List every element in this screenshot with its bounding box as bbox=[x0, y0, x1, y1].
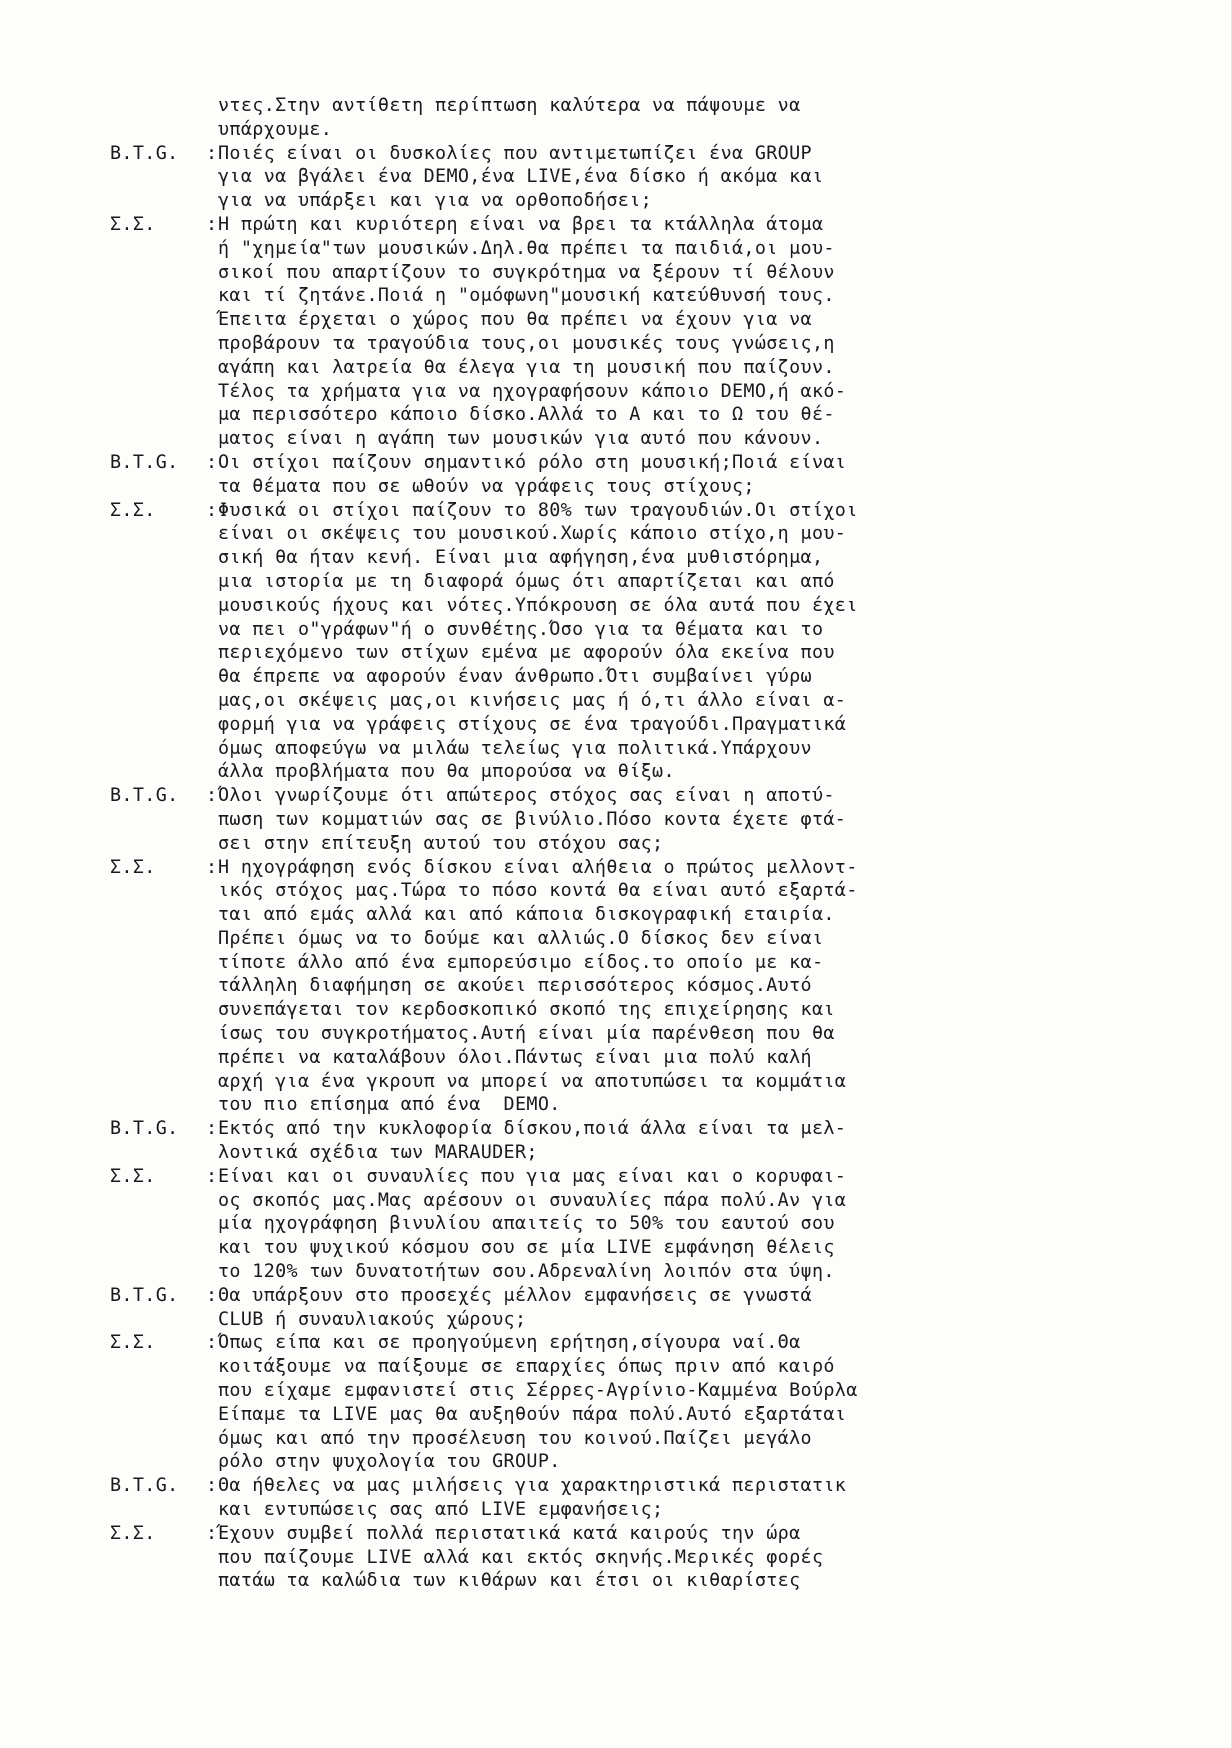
speaker-label: Σ.Σ. bbox=[110, 1522, 156, 1544]
text-line: μας,οι σκέψεις μας,οι κινήσεις μας ή ό,τι άλλο είναι α- bbox=[218, 689, 847, 711]
text-line: μία ηχογράφηση βινυλίου απαιτείς το 50% του εαυτού σου bbox=[218, 1213, 835, 1235]
entry-text bbox=[218, 499, 1098, 785]
text-line: και εντυπώσεις σας από LIVE εμφανήσεις; bbox=[218, 1499, 664, 1521]
speaker-colon: : bbox=[206, 1165, 218, 1187]
text-line: Θα ήθελες να μας μιλήσεις για χαρακτηριστικά περιστατικ bbox=[218, 1475, 847, 1497]
text-line: όμως και από την προσέλευση του κοινού.Παίζει μεγάλο bbox=[218, 1427, 812, 1449]
text-line: ος σκοπός μας.Μας αρέσουν οι συναυλίες πάρα πολύ.Αν για bbox=[218, 1189, 847, 1211]
text-line: για να βγάλει ένα DEMO,ένα LIVE,ένα δίσκο ή ακόμα και bbox=[218, 166, 824, 188]
speaker-colon: : bbox=[206, 1522, 218, 1544]
text-line: σει στην επίτευξη αυτού του στόχου σας; bbox=[218, 832, 664, 854]
text-line: τα θέματα που σε ωθούν να γράφεις τους στίχους; bbox=[218, 475, 755, 497]
text-line: και του ψυχικού κόσμου σου σε μία LIVE εμφάνηση θέλεις bbox=[218, 1237, 835, 1259]
speaker-colon: : bbox=[206, 1284, 218, 1306]
text-line: μουσικούς ήχους και νότες.Υπόκρουση σε όλα αυτά που έχει bbox=[218, 594, 858, 616]
text-line: περιεχόμενο των στίχων εμένα με αφορούν όλα εκείνα που bbox=[218, 642, 835, 664]
entry-text bbox=[218, 856, 1098, 1118]
interview-entry bbox=[110, 1474, 1210, 1522]
text-line: ή "χημεία"των μουσικών.Δηλ.θα πρέπει τα παιδιά,οι μου- bbox=[218, 237, 835, 259]
speaker-colon: : bbox=[206, 142, 218, 164]
text-line: ται από εμάς αλλά και από κάποια δισκογραφική εταιρία. bbox=[218, 904, 835, 926]
text-line: για να υπάρξει και για να ορθοποδήσει; bbox=[218, 190, 653, 212]
text-line: Έχουν συμβεί πολλά περιστατικά κατά καιρούς την ώρα bbox=[218, 1522, 801, 1544]
entry-text bbox=[218, 784, 1098, 855]
text-line: που παίζουμε LIVE αλλά και εκτός σκηνής.Μερικές φορές bbox=[218, 1546, 824, 1568]
text-line: ντες.Στην αντίθετη περίπτωση καλύτερα να πάψουμε να bbox=[218, 95, 801, 116]
text-line: Ποιές είναι οι δυσκολίες που αντιμετωπίζει ένα GROUP bbox=[218, 142, 812, 164]
text-line: Οι στίχοι παίζουν σημαντικό ρόλο στη μουσική;Ποιά είναι bbox=[218, 451, 847, 473]
text-line: μα περισσότερο κάποιο δίσκο.Αλλά το Α και το Ω του θέ- bbox=[218, 404, 835, 426]
interview-entry bbox=[110, 784, 1210, 855]
entry-text bbox=[218, 142, 1098, 213]
speaker-label: Σ.Σ. bbox=[110, 499, 156, 521]
text-line: και τί ζητάνε.Ποιά η "ομόφωνη"μουσική κατεύθυνσή τους. bbox=[218, 285, 835, 307]
text-line: πωση των κομματιών σας σε βινύλιο.Πόσο κοντα έχετε φτά- bbox=[218, 808, 847, 830]
text-line: Εκτός από την κυκλοφορία δίσκου,ποιά άλλα είναι τα μελ- bbox=[218, 1118, 847, 1140]
text-line: Έπειτα έρχεται ο χώρος που θα πρέπει να έχουν για να bbox=[218, 309, 812, 331]
text-line: είναι οι σκέψεις του μουσικού.Χωρίς κάποιο στίχο,η μου- bbox=[218, 523, 847, 545]
text-line: κοιτάξουμε να παίξουμε σε επαρχίες όπως πριν από καιρό bbox=[218, 1356, 835, 1378]
text-line: υπάρχουμε. bbox=[218, 118, 333, 140]
interview-typescript bbox=[110, 94, 1210, 1593]
speaker-label: B.T.G. bbox=[110, 1284, 179, 1306]
text-line: Η ηχογράφηση ενός δίσκου είναι αλήθεια ο πρώτος μελλοντ- bbox=[218, 856, 858, 878]
speaker-colon: : bbox=[206, 451, 218, 473]
text-line: προβάρουν τα τραγούδια τους,οι μουσικές τους γνώσεις,η bbox=[218, 332, 835, 354]
text-line: το 120% των δυνατοτήτων σου.Αδρεναλίνη λοιπόν στα ύψη. bbox=[218, 1261, 835, 1283]
entry-text bbox=[218, 1284, 1098, 1332]
text-line: τίποτε άλλο από ένα εμπορεύσιμο είδος.το οποίο με κα- bbox=[218, 951, 824, 973]
text-line: τάλληλη διαφήμηση σε ακούει περισσότερος κόσμος.Αυτό bbox=[218, 975, 812, 997]
text-line: συνεπάγεται τον κερδοσκοπικό σκοπό της επιχείρησης και bbox=[218, 999, 835, 1021]
speaker-colon: : bbox=[206, 785, 218, 807]
speaker-colon: : bbox=[206, 499, 218, 521]
text-line: Όλοι γνωρίζουμε ότι απώτερος στόχος σας είναι η αποτύ- bbox=[218, 785, 835, 807]
entry-text bbox=[218, 1117, 1098, 1165]
text-line: ικός στόχος μας.Τώρα το πόσο κοντά θα είναι αυτό εξαρτά- bbox=[218, 880, 858, 902]
text-line: ίσως του συγκροτήματος.Αυτή είναι μία παρένθεση που θα bbox=[218, 1023, 835, 1045]
interview-entry bbox=[110, 142, 1210, 213]
speaker-label: B.T.G. bbox=[110, 1118, 179, 1140]
text-line: λοντικά σχέδια των MARAUDER; bbox=[218, 1142, 538, 1164]
text-line: ματος είναι η αγάπη των μουσικών για αυτό που κάνουν. bbox=[218, 428, 824, 450]
interview-entry bbox=[110, 1284, 1210, 1332]
speaker-colon: : bbox=[206, 1332, 218, 1354]
speaker-label: Σ.Σ. bbox=[110, 213, 156, 235]
interview-entry bbox=[110, 213, 1210, 451]
text-line: Είπαμε τα LIVE μας θα αυξηθούν πάρα πολύ.Αυτό εξαρτάται bbox=[218, 1403, 847, 1425]
text-line: μια ιστορία με τη διαφορά όμως ότι απαρτίζεται και από bbox=[218, 570, 835, 592]
text-line: αγάπη και λατρεία θα έλεγα για τη μουσική που παίζουν. bbox=[218, 356, 835, 378]
interview-entry bbox=[110, 856, 1210, 1118]
text-line: που είχαμε εμφανιστεί στις Σέρρες-Αγρίνιο-Καμμένα Βούρλα bbox=[218, 1380, 858, 1402]
entry-text bbox=[218, 1331, 1098, 1474]
speaker-colon: : bbox=[206, 1118, 218, 1140]
text-line: Τέλος τα χρήματα για να ηχογραφήσουν κάποιο DEMO,ή ακό- bbox=[218, 380, 847, 402]
continued-text bbox=[110, 94, 1210, 142]
interview-entry bbox=[110, 499, 1210, 785]
speaker-label: Σ.Σ. bbox=[110, 1332, 156, 1354]
interview-entry bbox=[110, 1522, 1210, 1593]
text-line: σικοί που απαρτίζουν το συγκρότημα να ξέρουν τί θέλουν bbox=[218, 261, 835, 283]
interview-entry bbox=[110, 1331, 1210, 1474]
text-line: αρχή για ένα γκρουπ να μπορεί να αποτυπώσει τα κομμάτια bbox=[218, 1070, 847, 1092]
speaker-label: B.T.G. bbox=[110, 451, 179, 473]
entry-text bbox=[218, 94, 1098, 142]
text-line: CLUB ή συναυλιακούς χώρους; bbox=[218, 1308, 527, 1330]
text-line: Η πρώτη και κυριότερη είναι να βρει τα κτάλληλα άτομα bbox=[218, 213, 824, 235]
text-line: Πρέπει όμως να το δούμε και αλλιώς.Ο δίσκος δεν είναι bbox=[218, 927, 824, 949]
interview-entry bbox=[110, 1117, 1210, 1165]
text-line: σική θα ήταν κενή. Είναι μια αφήγηση,ένα μυθιστόρημα, bbox=[218, 547, 824, 569]
speaker-label: Σ.Σ. bbox=[110, 856, 156, 878]
interview-entry bbox=[110, 1165, 1210, 1284]
entry-text bbox=[218, 1474, 1098, 1522]
speaker-label: B.T.G. bbox=[110, 785, 179, 807]
text-line: Όπως είπα και σε προηγούμενη ερήτηση,σίγουρα ναί.Θα bbox=[218, 1332, 801, 1354]
speaker-colon: : bbox=[206, 856, 218, 878]
speaker-colon: : bbox=[206, 213, 218, 235]
text-line: άλλα προβλήματα που θα μπορούσα να θίξω. bbox=[218, 761, 675, 783]
text-line: όμως αποφεύγω να μιλάω τελείως για πολιτικά.Υπάρχουν bbox=[218, 737, 812, 759]
text-line: θα έπρεπε να αφορούν έναν άνθρωπο.Ότι συμβαίνει γύρω bbox=[218, 666, 812, 688]
speaker-label: B.T.G. bbox=[110, 142, 179, 164]
text-line: να πει ο"γράφων"ή ο συνθέτης.Όσο για τα θέματα και το bbox=[218, 618, 824, 640]
speaker-label: B.T.G. bbox=[110, 1475, 179, 1497]
text-line: φορμή για να γράφεις στίχους σε ένα τραγούδι.Πραγματικά bbox=[218, 713, 847, 735]
entry-text bbox=[218, 1165, 1098, 1284]
text-line: πατάω τα καλώδια των κιθάρων και έτσι οι κιθαρίστες bbox=[218, 1570, 801, 1592]
speaker-colon: : bbox=[206, 1475, 218, 1497]
entry-text bbox=[218, 451, 1098, 499]
text-line: του πιο επίσημα από ένα DEMO. bbox=[218, 1094, 561, 1116]
speaker-label: Σ.Σ. bbox=[110, 1165, 156, 1187]
text-line: Φυσικά οι στίχοι παίζουν το 80% των τραγουδιών.Οι στίχοι bbox=[218, 499, 858, 521]
entry-text bbox=[218, 213, 1098, 451]
interview-entry bbox=[110, 451, 1210, 499]
text-line: Θα υπάρξουν στο προσεχές μέλλον εμφανήσεις σε γνωστά bbox=[218, 1284, 812, 1306]
text-line: πρέπει να καταλάβουν όλοι.Πάντως είναι μια πολύ καλή bbox=[218, 1046, 812, 1068]
text-line: Είναι και οι συναυλίες που για μας είναι και ο κορυφαι- bbox=[218, 1165, 847, 1187]
entry-text bbox=[218, 1522, 1098, 1593]
text-line: ρόλο στην ψυχολογία του GROUP. bbox=[218, 1451, 561, 1473]
